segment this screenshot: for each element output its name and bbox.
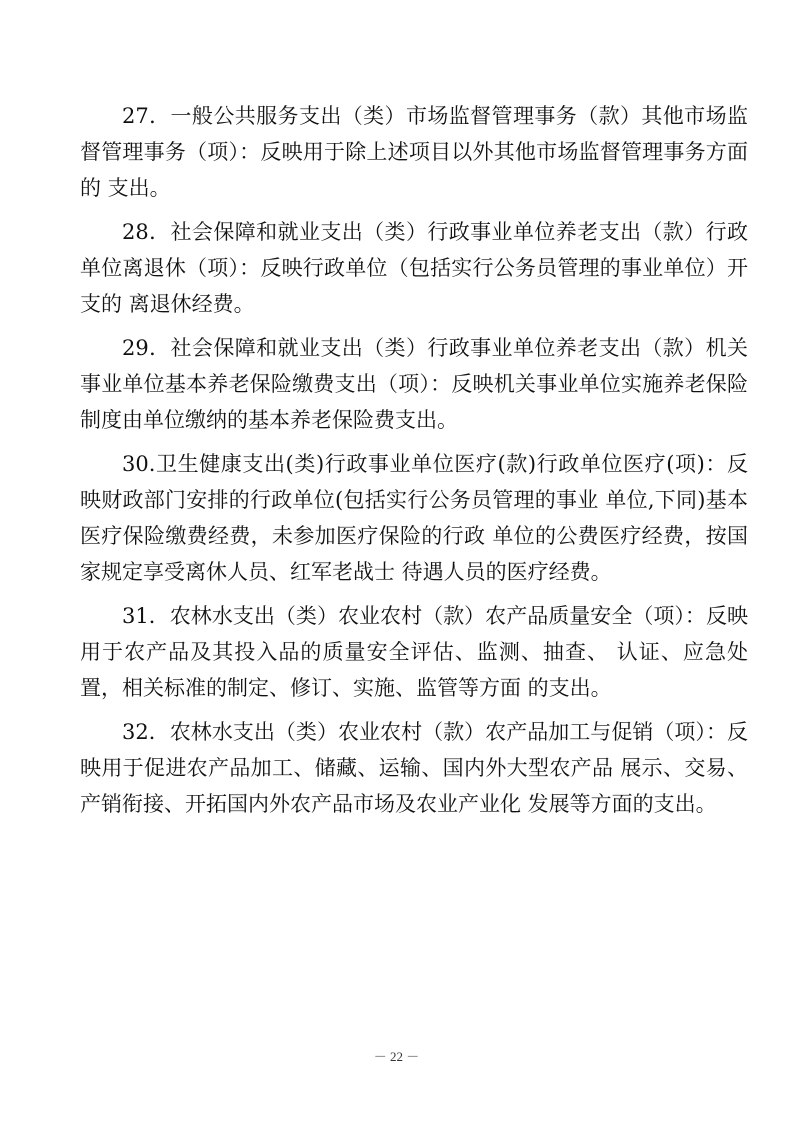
paragraph-item-27: 27．一般公共服务支出（类）市场监督管理事务（款）其他市场监督管理事务（项）：反映用于除上述项目以外其他市场监督管理事务方面的 支出。 [80,104,748,200]
paragraph-item-31: 31．农林水支出（类）农业农村（款）农产品质量安全（项）：反映用于农产品及其投入品的质量安全评估、监测、抽查、 认证、应急处置，相关标准的制定、修订、实施、监管等方面 的支出。 [80,604,748,700]
page-number: － 22 － [373,1049,420,1064]
paragraph-item-28: 28．社会保障和就业支出（类）行政事业单位养老支出（款）行政单位离退休（项）：反映行政单位（包括实行公务员管理的事业单位）开支的 离退休经费。 [80,220,748,316]
paragraph-item-30: 30.卫生健康支出(类)行政事业单位医疗(款)行政单位医疗(项)：反映财政部门安排的行政单位(包括实行公务员管理的事业 单位,下同)基本医疗保险缴费经费，未参加医疗保险的行政 单位的公费医疗经费，按国家规定享受离休人员、红军老战士 待遇人员的医疗经费。 [80,452,748,584]
paragraph-item-29: 29．社会保障和就业支出（类）行政事业单位养老支出（款）机关事业单位基本养老保险缴费支出（项）：反映机关事业单位实施养老保险制度由单位缴纳的基本养老保险费支出。 [80,336,748,432]
body-text [80,98,748,830]
paragraph-item-32: 32．农林水支出（类）农业农村（款）农产品加工与促销（项）：反映用于促进农产品加工、储藏、运输、国内外大型农产品 展示、交易、产销衔接、开拓国内外农产品市场及农业产业化 发展等方面的支出。 [80,720,748,816]
